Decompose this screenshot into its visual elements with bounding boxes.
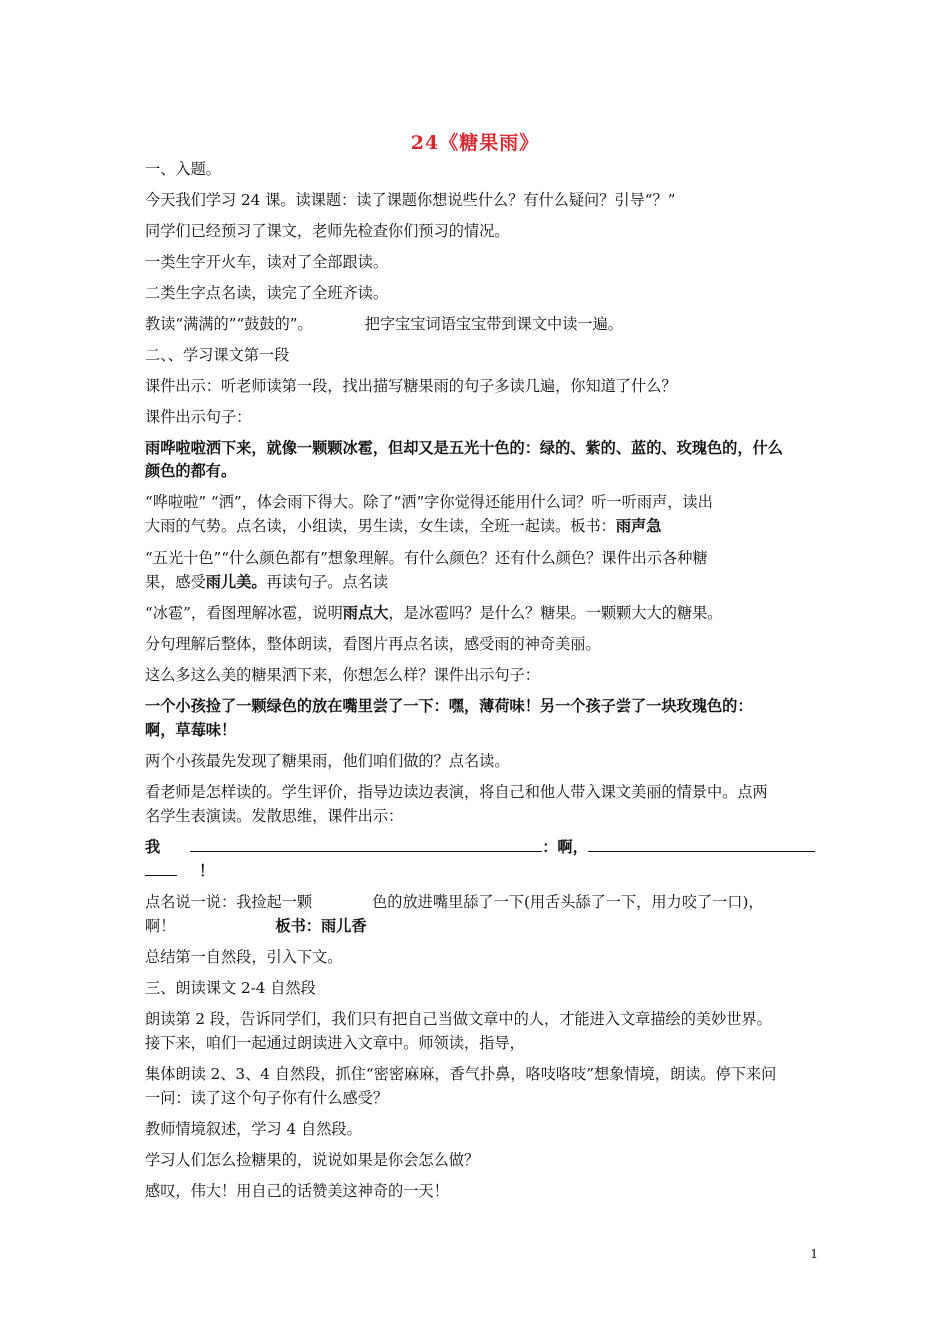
answer-blank bbox=[190, 837, 542, 852]
text-span: 大雨的气势。点名读，小组读，男生读，女生读，全班一起读。板书： bbox=[145, 517, 616, 535]
fill-in-exercise bbox=[145, 859, 815, 883]
fill-in-exercise bbox=[145, 835, 815, 859]
text-span: “冰雹”，看图理解冰雹，说明 bbox=[145, 604, 343, 622]
paragraph: 感叹，伟大！用自己的话赞美这神奇的一天！ bbox=[145, 1182, 449, 1200]
board-note: 雨声急 bbox=[615, 517, 662, 535]
text-span: 把字宝宝词语宝宝带到课文中读一遍。 bbox=[364, 315, 623, 333]
paragraph: 同学们已经预习了课文，老师先检查你们预习的情况。 bbox=[145, 222, 510, 240]
section-heading-first-paragraph: 二、、学习课文第一段 bbox=[145, 346, 290, 364]
paragraph: 教师情境叙述，学习 4 自然段。 bbox=[145, 1120, 362, 1138]
section-heading-read-aloud: 三、朗读课文 2-4 自然段 bbox=[145, 979, 316, 997]
text-span: 教读“满满的”“鼓鼓的”。 bbox=[145, 315, 313, 333]
text-span: ，是冰雹吗？是什么？糖果。一颗颗大大的糖果。 bbox=[388, 604, 723, 622]
quoted-sentence: 一个小孩捡了一颗绿色的放在嘴里尝了一下：嘿，薄荷味！另一个孩子尝了一块玫瑰色的： bbox=[145, 697, 753, 715]
paragraph bbox=[145, 570, 815, 594]
paragraph: 课件出示：听老师读第一段，找出描写糖果雨的句子多读几遍，你知道了什么？ bbox=[145, 377, 677, 395]
paragraph: 一问：读了这个句子你有什么感受？ bbox=[145, 1089, 388, 1107]
text-span: ！ bbox=[199, 862, 215, 880]
text-span: ：啊， bbox=[542, 838, 588, 856]
paragraph bbox=[145, 890, 815, 914]
paragraph bbox=[145, 514, 815, 538]
paragraph: 学习人们怎么捡糖果的，说说如果是你会怎么做？ bbox=[145, 1151, 480, 1169]
paragraph: 接下来，咱们一起通过朗读进入文章中。师领读，指导， bbox=[145, 1034, 525, 1052]
text-span: 再读句子。点名读 bbox=[266, 573, 388, 591]
board-note: 板书：雨儿香 bbox=[275, 917, 367, 935]
paragraph: 课件出示句子： bbox=[145, 408, 252, 426]
paragraph: 总结第一自然段，引入下文。 bbox=[145, 948, 343, 966]
paragraph: 两个小孩最先发现了糖果雨，他们咱们做的？点名读。 bbox=[145, 752, 510, 770]
text-span: 色的放进嘴里舔了一下(用舌头舔了一下，用力咬了一口)， bbox=[372, 893, 764, 911]
text-span: 点名说一说：我捡起一颗 bbox=[145, 893, 313, 911]
paragraph: 一类生字开火车，读对了全部跟读。 bbox=[145, 253, 388, 271]
paragraph bbox=[145, 312, 815, 336]
paragraph bbox=[145, 914, 815, 938]
text-span: 我 bbox=[145, 838, 161, 856]
text-span: 果，感受 bbox=[145, 573, 206, 591]
paragraph: 名学生表演读。发散思维，课件出示： bbox=[145, 807, 404, 825]
paragraph: “五光十色”“什么颜色都有”想象理解。有什么颜色？还有什么颜色？课件出示各种糖 bbox=[145, 549, 708, 567]
quoted-sentence: 啊，草莓味！ bbox=[145, 721, 237, 739]
answer-blank bbox=[588, 837, 815, 852]
paragraph: 二类生字点名读，读完了全班齐读。 bbox=[145, 284, 388, 302]
paragraph: 看老师是怎样读的。学生评价，指导边读边表演，将自己和他人带入课文美丽的情景中。点两 bbox=[145, 783, 768, 801]
paragraph: “哗啦啦” “洒”，体会雨下得大。除了“洒”字你觉得还能用什么词？听一听雨声，读出 bbox=[145, 493, 713, 511]
paragraph bbox=[145, 601, 815, 625]
paragraph: 今天我们学习 24 课。读课题：读了课题你想说些什么？有什么疑问？引导“？” bbox=[145, 191, 676, 209]
quoted-sentence: 雨哗啦啦洒下来，就像一颗颗冰雹，但却又是五光十色的：绿的、紫的、蓝的、玫瑰色的，什么 bbox=[145, 439, 783, 457]
page-number: 1 bbox=[810, 1247, 818, 1261]
lesson-title: 24《糖果雨》 bbox=[410, 132, 540, 154]
answer-blank bbox=[145, 861, 177, 876]
paragraph: 朗读第 2 段，告诉同学们，我们只有把自己当做文章中的人，才能进入文章描绘的美妙世界。 bbox=[145, 1010, 772, 1028]
paragraph: 这么多这么美的糖果洒下来，你想怎么样？课件出示句子： bbox=[145, 666, 540, 684]
section-heading-intro: 一、入题。 bbox=[145, 160, 221, 178]
emphasis: 雨点大 bbox=[342, 604, 389, 622]
quoted-sentence: 颜色的都有。 bbox=[145, 462, 237, 480]
paragraph: 集体朗读 2、3、4 自然段，抓住“密密麻麻，香气扑鼻，咯吱咯吱”想象情境，朗读。停下来问 bbox=[145, 1065, 777, 1083]
paragraph: 分句理解后整体，整体朗读，看图片再点名读，感受雨的神奇美丽。 bbox=[145, 635, 601, 653]
emphasis: 雨儿美。 bbox=[205, 573, 267, 591]
text-span: 啊！ bbox=[145, 917, 176, 935]
